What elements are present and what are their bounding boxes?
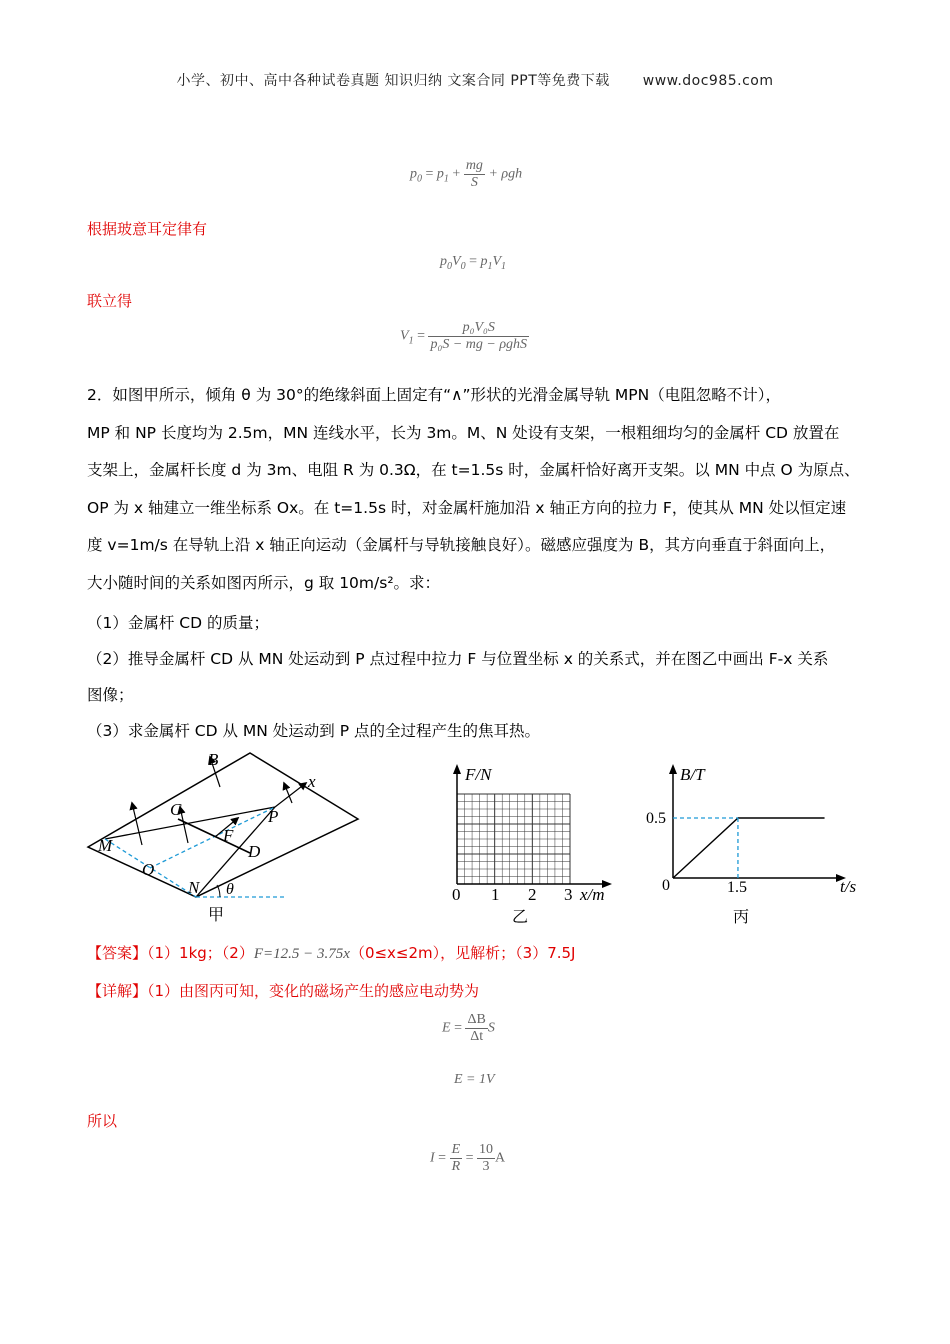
label-p: P: [268, 807, 279, 826]
y-axis-arrowhead: [669, 764, 677, 774]
equation-v1: $V_1$ = $\frac{\text{p₀V₀S}}{\text{p₀S − mg − ρghS}}$: [400, 320, 528, 352]
problem-line: MP 和 NP 长度均为 2.5m，MN 连线水平，长为 3m。M、N 处设有支架，一根粗细均匀的金属杆 CD 放置在: [87, 423, 840, 442]
figure-jia: [80, 745, 380, 930]
answer-formula: F=12.5 − 3.75x: [253, 946, 350, 962]
x-tick: 2: [528, 885, 537, 904]
equation-boyle: $p_0V_0 = p_1V_1$: [440, 254, 507, 272]
x-tick-label: 1.5: [726, 879, 747, 896]
text-combine: 联立得: [87, 292, 133, 310]
equation-emf-value: E = 1V: [454, 1072, 495, 1087]
detail-label: 【详解】: [87, 982, 148, 1000]
equation-emf: E = $\frac{\Delta B}{\Delta t}$ S: [442, 1012, 495, 1044]
label-x: x: [308, 772, 316, 791]
x-tick: 0: [452, 885, 461, 904]
question-2: （2）推导金属杆 CD 从 MN 处运动到 P 点过程中拉力 F 与位置坐标 x 的关系式，并在图乙中画出 F-x 关系: [87, 650, 829, 668]
y-label: B/T: [680, 765, 705, 784]
origin-tick: 0: [662, 877, 670, 894]
caption-jia: 甲: [208, 905, 225, 924]
answer-label: 【答案】: [87, 944, 148, 962]
problem-line: 支架上，金属杆长度 d 为 3m、电阻 R 为 0.3Ω，在 t=1.5s 时，金属杆恰好离开支架。以 MN 中点 O 为原点、: [87, 461, 860, 479]
incline-plane: [88, 753, 358, 897]
question-2-cont: 图像；: [87, 686, 134, 704]
answer-line: 【答案】（1）1kg；（2）F=12.5 − 3.75x（0≤x≤2m），见解析；（3）7.5J: [87, 944, 576, 962]
x-axis-arrow: [275, 783, 306, 807]
detail-line: 【详解】（1）由图丙可知，变化的磁场产生的感应电动势为: [87, 982, 480, 1000]
x-label: t/s: [840, 877, 857, 896]
x-tick: 3: [564, 885, 573, 904]
grid: [457, 794, 570, 884]
label-c: C: [170, 800, 182, 819]
text-so: 所以: [87, 1112, 118, 1130]
label-d: D: [248, 842, 261, 861]
figure-bing-chart: [640, 760, 870, 930]
page-header: [0, 70, 950, 90]
x-tick: 1: [491, 885, 500, 904]
problem-text: [87, 377, 877, 602]
problem-line: 大小随时间的关系如图丙所示，g 取 10m/s²。求：: [87, 573, 441, 592]
x-label: x/m: [580, 885, 605, 904]
text-boyle: 根据玻意耳定律有: [87, 220, 208, 238]
problem-line: 2．如图甲所示，倾角 θ 为 30°的绝缘斜面上固定有“∧”形状的光滑金属导轨 MPN（电阻忽略不计），: [87, 386, 781, 404]
label-f: F: [223, 826, 234, 845]
label-theta: θ: [226, 881, 234, 898]
question-1: （1）金属杆 CD 的质量；: [87, 614, 269, 632]
figure-yi: [440, 760, 620, 930]
b-field-arrow: [132, 803, 142, 845]
caption-yi: 乙: [512, 907, 529, 926]
caption-bing: 丙: [733, 907, 750, 926]
equation-pressure: $p_0 = p_1$ + $\frac{mg}{S}$ + ρgh: [410, 158, 523, 190]
header-url[interactable]: www.doc985.com: [642, 73, 774, 89]
problem-line: 度 v=1m/s 在导轨上沿 x 轴正向运动（金属杆与导轨接触良好）。磁感应强度为 B，其方向垂直于斜面向上，: [87, 536, 836, 554]
b-t-series-line: [673, 818, 825, 878]
y-label: F/N: [465, 765, 492, 784]
label-n: N: [188, 878, 200, 897]
label-b: B: [208, 750, 219, 769]
header-text: 小学、初中、高中各种试卷真题 知识归纳 文案合同 PPT等免费下载: [176, 73, 610, 89]
b-field-arrow: [284, 783, 292, 803]
y-axis-arrowhead: [453, 764, 461, 774]
problem-line: OP 为 x 轴建立一维坐标系 Ox。在 t=1.5s 时，对金属杆施加沿 x 轴正方向的拉力 F，使其从 MN 处以恒定速: [87, 498, 847, 517]
label-m: M: [98, 836, 113, 855]
label-o: O: [142, 860, 155, 879]
y-tick-label: 0.5: [646, 810, 666, 827]
question-3: （3）求金属杆 CD 从 MN 处运动到 P 点的全过程产生的焦耳热。: [87, 722, 540, 740]
equation-current: I = $\frac{E}{R}$ = $\frac{10}{3}$ A: [430, 1142, 506, 1174]
